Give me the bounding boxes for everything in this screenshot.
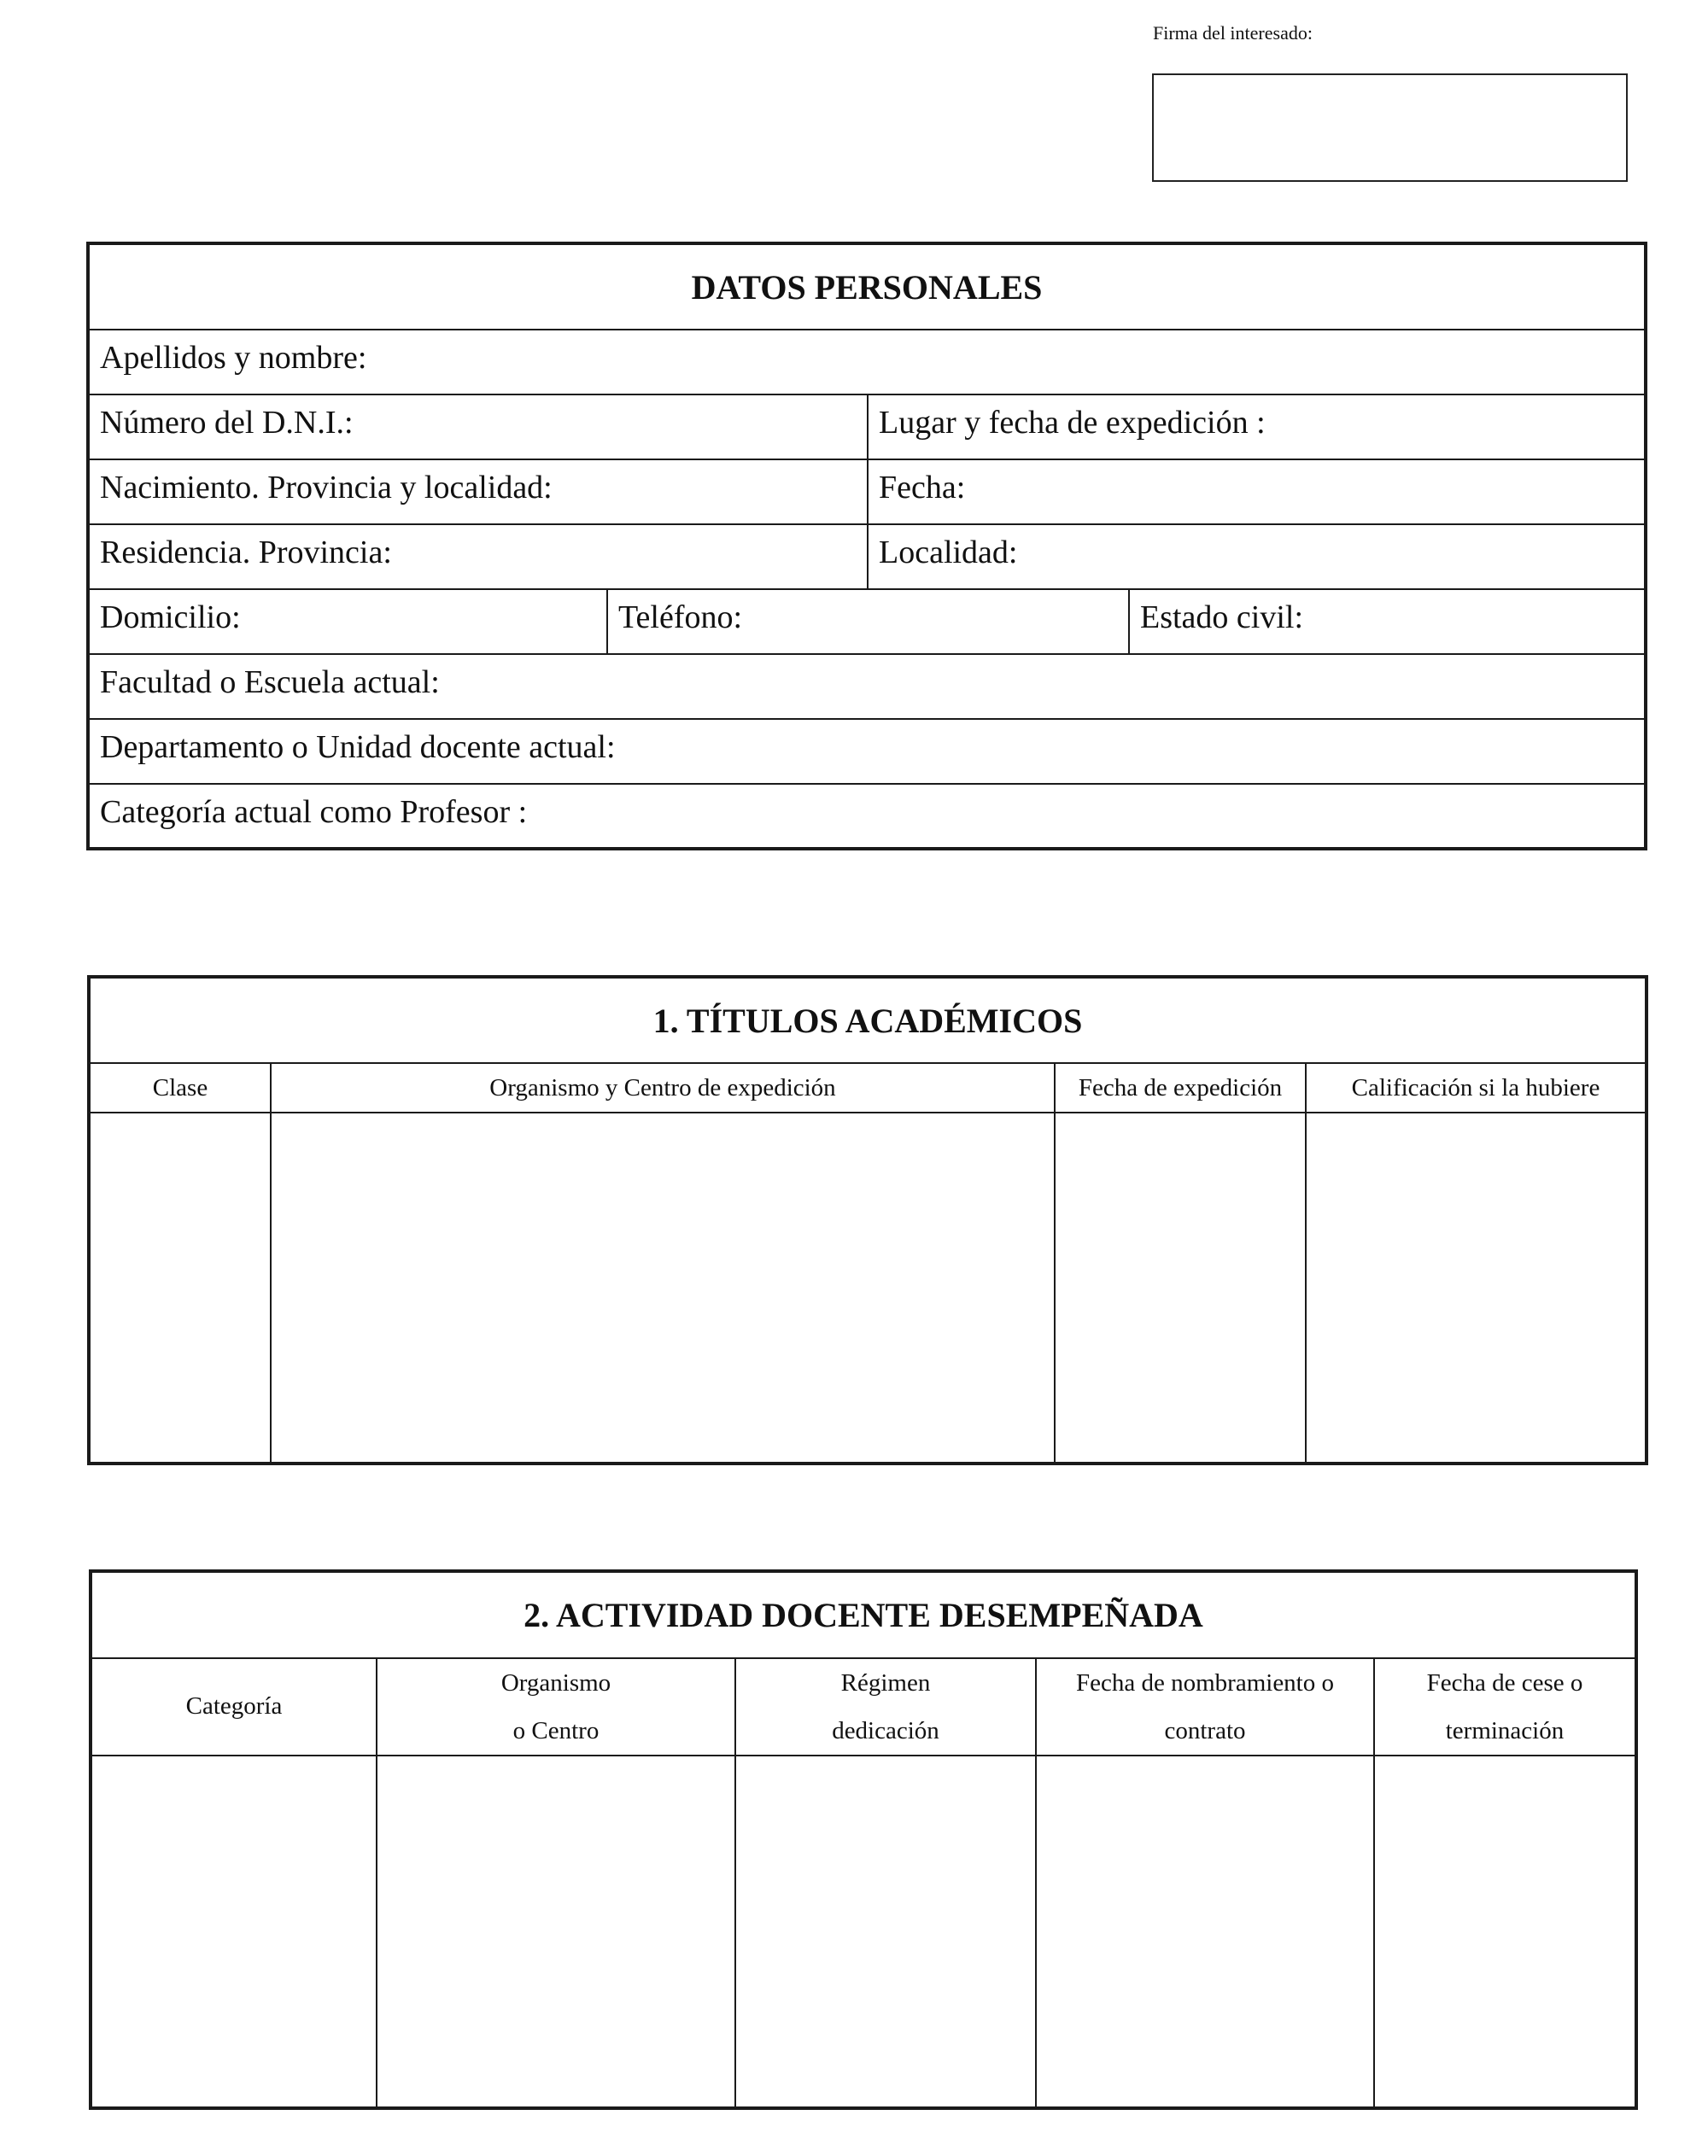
residencia-field[interactable]: Residencia. Provincia: xyxy=(100,535,392,570)
column-divider xyxy=(606,588,608,653)
header-line: Organismo xyxy=(500,1669,611,1697)
titulos-section xyxy=(87,975,1648,1465)
fecha-expedicion-cell[interactable] xyxy=(1056,1113,1303,1462)
dni-field[interactable]: Número del D.N.I.: xyxy=(100,405,354,441)
telefono-field[interactable]: Teléfono: xyxy=(618,599,743,635)
column-header-clase: Clase xyxy=(152,1074,208,1101)
organismo-cell[interactable] xyxy=(272,1113,1052,1462)
datos-personales-title: DATOS PERSONALES xyxy=(691,268,1043,307)
estado-civil-field[interactable]: Estado civil: xyxy=(1140,599,1304,635)
datos-personales-section xyxy=(86,242,1647,850)
column-header-organismo: Organismo y Centro de expedición xyxy=(489,1074,836,1101)
signature-label: Firma del interesado: xyxy=(1153,22,1313,44)
fecha-cese-cell[interactable] xyxy=(1375,1756,1633,2105)
fecha-field[interactable]: Fecha: xyxy=(879,470,966,505)
column-header-fecha-cese xyxy=(1375,1659,1635,1755)
titulos-title: 1. TÍTULOS ACADÉMICOS xyxy=(652,1002,1083,1040)
localidad-field[interactable]: Localidad: xyxy=(879,535,1018,570)
domicilio-field[interactable]: Domicilio: xyxy=(100,599,241,635)
row-divider xyxy=(90,783,1644,785)
header-line: Régimen xyxy=(840,1669,931,1697)
clase-cell[interactable] xyxy=(92,1113,268,1462)
row-divider xyxy=(90,588,1644,590)
column-header-fecha-expedicion: Fecha de expedición xyxy=(1078,1074,1283,1101)
apellidos-field[interactable]: Apellidos y nombre: xyxy=(100,340,367,376)
signature-box[interactable] xyxy=(1152,73,1628,182)
column-header-categoria xyxy=(92,1682,376,1730)
header-line: Categoría xyxy=(185,1692,283,1720)
column-header-regimen xyxy=(736,1659,1035,1755)
actividad-title: 2. ACTIVIDAD DOCENTE DESEMPEÑADA xyxy=(524,1596,1203,1634)
nacimiento-field[interactable]: Nacimiento. Provincia y localidad: xyxy=(100,470,553,505)
regimen-cell[interactable] xyxy=(736,1756,1033,2105)
column-header-organismo-centro xyxy=(377,1659,734,1755)
facultad-field[interactable]: Facultad o Escuela actual: xyxy=(100,664,440,700)
header-line: dedicación xyxy=(832,1717,939,1744)
column-header-calificacion: Calificación si la hubiere xyxy=(1351,1074,1600,1101)
column-divider xyxy=(1128,588,1130,653)
header-line: Fecha de cese o xyxy=(1426,1669,1583,1697)
fecha-nombramiento-cell[interactable] xyxy=(1037,1756,1372,2105)
actividad-section xyxy=(89,1569,1638,2110)
categoria-cell[interactable] xyxy=(94,1756,374,2105)
organismo-centro-cell[interactable] xyxy=(377,1756,733,2105)
header-line: o Centro xyxy=(512,1717,600,1744)
lugar-fecha-expedicion-field[interactable]: Lugar y fecha de expedición : xyxy=(879,405,1266,441)
header-line: contrato xyxy=(1164,1717,1246,1744)
column-divider xyxy=(867,394,869,588)
calificacion-cell[interactable] xyxy=(1307,1113,1645,1462)
categoria-field[interactable]: Categoría actual como Profesor : xyxy=(100,794,528,830)
header-line: Fecha de nombramiento o xyxy=(1076,1669,1334,1697)
departamento-field[interactable]: Departamento o Unidad docente actual: xyxy=(100,729,616,765)
row-divider xyxy=(90,718,1644,720)
header-line: terminación xyxy=(1445,1717,1565,1744)
row-divider xyxy=(90,653,1644,655)
row-divider xyxy=(90,329,1644,330)
column-header-fecha-nombramiento xyxy=(1037,1659,1373,1755)
